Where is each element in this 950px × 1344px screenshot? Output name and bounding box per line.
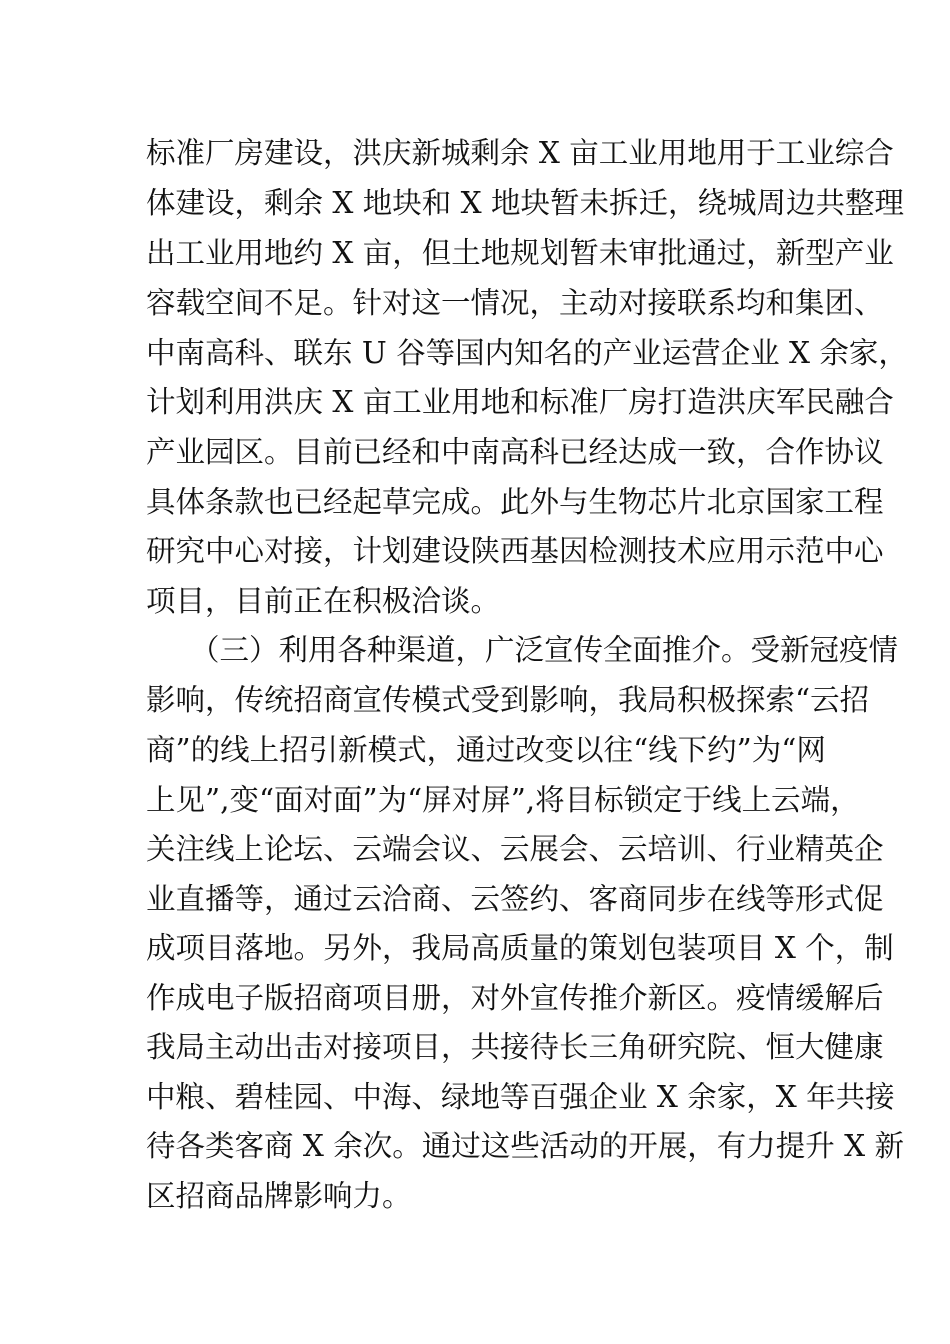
section-heading-line: （三）利用各种渠道，广泛宣传全面推介。受新冠疫情 (190, 633, 899, 667)
text-line: 具体条款也已经起草完成。此外与生物芯片北京国家工程 (146, 485, 884, 519)
text-line: 作成电子版招商项目册，对外宣传推介新区。疫情缓解后 (146, 981, 884, 1015)
text-line: 成项目落地。另外，我局高质量的策划包装项目 X 个，制 (146, 931, 894, 965)
text-line: 项目，目前正在积极洽谈。 (146, 584, 501, 618)
text-line: 商”的线上招引新模式，通过改变以往“线下约”为“网 (146, 733, 826, 767)
text-line: 产业园区。目前已经和中南高科已经达成一致，合作协议 (146, 435, 884, 469)
text-line: 计划利用洪庆 X 亩工业用地和标准厂房打造洪庆军民融合 (146, 385, 894, 419)
text-line: 出工业用地约 X 亩，但土地规划暂未审批通过，新型产业 (146, 236, 894, 270)
text-line: 关注线上论坛、云端会议、云展会、云培训、行业精英企 (146, 832, 884, 866)
text-line: 研究中心对接，计划建设陕西基因检测技术应用示范中心 (146, 534, 884, 568)
text-line: 中粮、碧桂园、中海、绿地等百强企业 X 余家，X 年共接 (146, 1080, 895, 1114)
text-line: 区招商品牌影响力。 (146, 1179, 412, 1213)
text-line: 体建设，剩余 X 地块和 X 地块暂未拆迁，绕城周边共整理 (146, 186, 905, 220)
text-line: 标准厂房建设，洪庆新城剩余 X 亩工业用地用于工业综合 (146, 136, 894, 170)
text-line: 业直播等，通过云洽商、云签约、客商同步在线等形式促 (146, 882, 884, 916)
text-line: 上见”,变“面对面”为“屏对屏”,将目标锁定于线上云端， (146, 783, 860, 817)
text-line: 中南高科、联东 U 谷等国内知名的产业运营企业 X 余家， (146, 336, 908, 370)
text-line: 容载空间不足。针对这一情况，主动对接联系均和集团、 (146, 286, 884, 320)
text-line: 我局主动出击对接项目，共接待长三角研究院、恒大健康 (146, 1030, 884, 1064)
text-line: 影响，传统招商宣传模式受到影响，我局积极探索“云招 (146, 683, 870, 717)
text-line: 待各类客商 X 余次。通过这些活动的开展，有力提升 X 新 (146, 1129, 905, 1163)
